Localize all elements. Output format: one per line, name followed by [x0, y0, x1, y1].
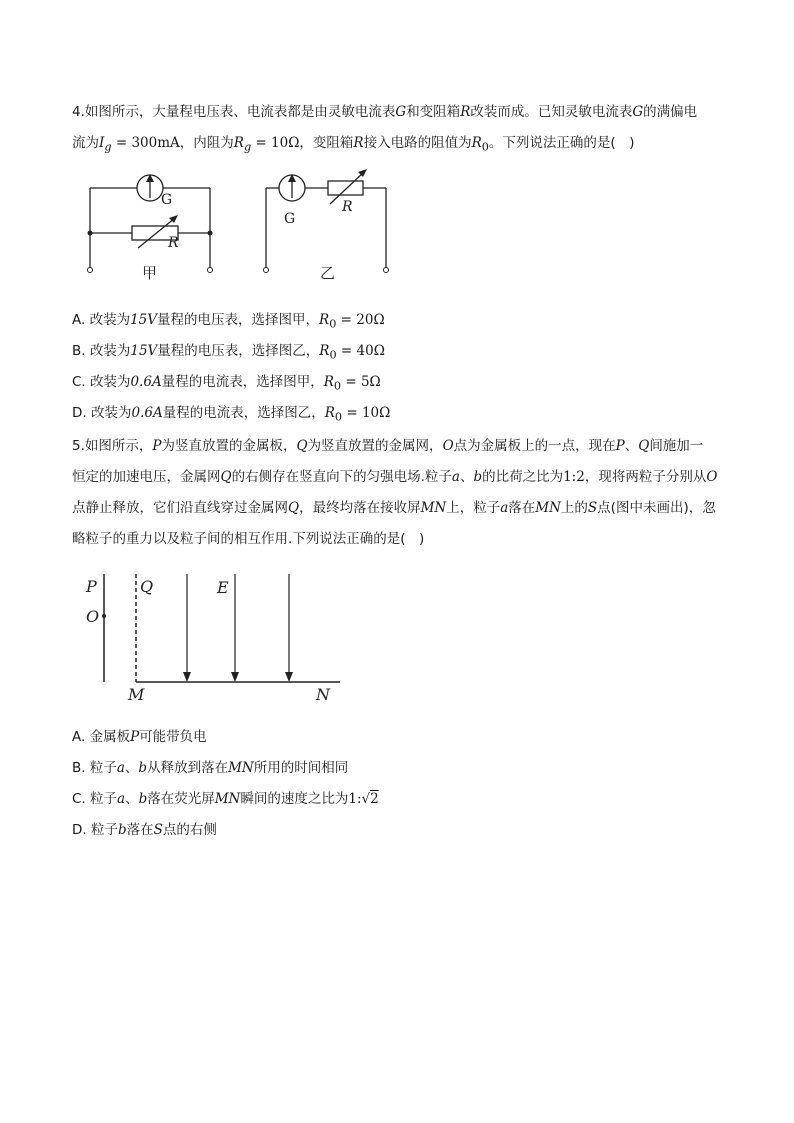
- point-o-dot: [102, 614, 106, 618]
- q4-circuit-figure: [80, 168, 400, 288]
- jia-terminal-left: [88, 268, 93, 273]
- q5-number: 5.: [72, 438, 85, 454]
- q4-option-a: A. 改装为15V量程的电压表，选择图甲，$R_0 = 20\Omega$: [72, 312, 385, 331]
- jia-label-g: G: [161, 192, 173, 208]
- q4-option-b: B. 改装为15V量程的电压表，选择图乙，$R_0 = 40\Omega$: [72, 343, 385, 362]
- q5-field-figure: [82, 570, 352, 708]
- q4-stem-line-2: 流为$I_g = 300mA$，内阻为$R_g = 10\Omega$，变阻箱R接入电路的阻值为$R_0$。下列说法正确的是( ): [72, 135, 635, 154]
- q5-option-c: C. 粒子a、b落在荧光屏MN瞬间的速度之比为1:√2: [72, 791, 379, 807]
- caption-jia: 甲: [142, 264, 158, 282]
- q5-option-a: A. 金属板P可能带负电: [72, 729, 207, 745]
- field-arrow-2: [231, 672, 239, 682]
- label-e: E: [217, 578, 229, 597]
- field-arrow-1: [183, 672, 191, 682]
- jia-terminal-right: [208, 268, 213, 273]
- label-q: Q: [140, 577, 154, 596]
- jia-node-right: [208, 231, 213, 236]
- yi-terminal-left: [264, 268, 269, 273]
- label-o: O: [86, 607, 100, 626]
- q5-stem-line-3: 点静止释放，它们沿直线穿过金属网Q，最终均落在接收屏MN上，粒子a落在MN上的S点(图中未画出)，忽: [72, 500, 716, 516]
- label-n: N: [316, 685, 330, 704]
- yi-terminal-right: [384, 268, 389, 273]
- caption-yi: 乙: [320, 264, 336, 282]
- q4-number: 4.: [72, 104, 85, 120]
- jia-label-r: R: [168, 235, 179, 251]
- label-m: M: [128, 685, 145, 704]
- q4-stem-line-1: 4.如图所示，大量程电压表、电流表都是由灵敏电流表G和变阻箱R改装而成。已知灵敏电流表G的满偏电: [72, 104, 698, 120]
- q5-stem-line-1: 5.如图所示，P为竖直放置的金属板，Q为竖直放置的金属网，O点为金属板上的一点，现在P、Q间施加一: [72, 438, 704, 454]
- q5-option-b: B. 粒子a、b从释放到落在MN所用的时间相同: [72, 760, 349, 776]
- q4-option-c: C. 改装为0.6A量程的电流表，选择图甲，$R_0 = 5\Omega$: [72, 374, 381, 393]
- yi-label-r: R: [342, 199, 353, 215]
- jia-node-left: [88, 231, 93, 236]
- yi-label-g: G: [284, 211, 296, 227]
- label-p: P: [86, 577, 97, 596]
- q5-option-d: D. 粒子b落在S点的右侧: [72, 822, 217, 838]
- q4-option-d: D. 改装为0.6A量程的电流表，选择图乙，$R_0 = 10\Omega$: [72, 405, 391, 424]
- field-arrow-3: [285, 672, 293, 682]
- yi-rheostat-box: [328, 181, 363, 195]
- q5-stem-line-2: 恒定的加速电压，金属网Q的右侧存在竖直向下的匀强电场.粒子a、b的比荷之比为1:2，现将两粒子分别从O: [72, 469, 718, 485]
- q5-stem-line-4: 略粒子的重力以及粒子间的相互作用.下列说法正确的是( ): [72, 531, 425, 547]
